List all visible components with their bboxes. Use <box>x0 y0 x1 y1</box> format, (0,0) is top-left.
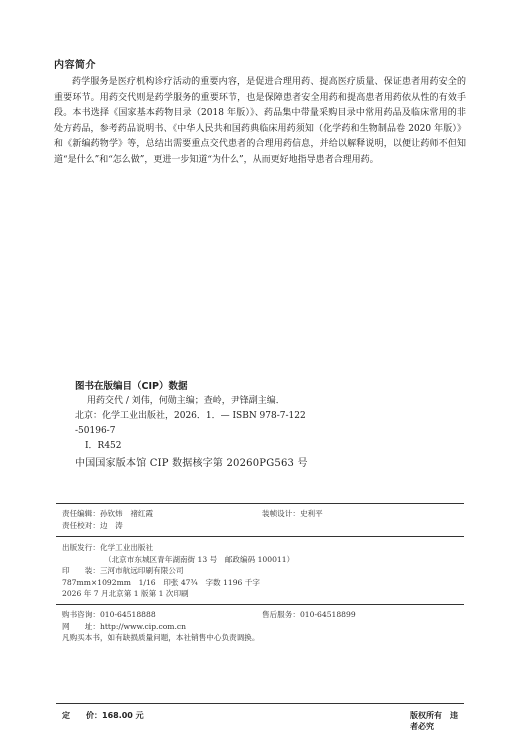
cip-line-isbn-tail: -50196-7 <box>75 426 116 436</box>
divider <box>56 503 464 504</box>
cip-block <box>75 378 445 471</box>
divider <box>56 703 464 704</box>
cip-line-classification: Ⅰ．R452 <box>85 441 122 451</box>
publisher-print-line <box>62 565 462 577</box>
web-label: 网 址： <box>62 621 100 631</box>
publisher-issue-line <box>62 542 462 554</box>
print-label: 印 装： <box>62 566 100 575</box>
publisher-section <box>62 542 462 600</box>
editors-row-2 <box>62 520 462 532</box>
contact-notice: 凡购买本书，如有缺损质量问题，本社销售中心负责调换。 <box>62 633 260 642</box>
design-value: 史利平 <box>299 509 323 518</box>
issue-label: 出版发行： <box>62 543 100 552</box>
cip-line-title: 用药交代 / 刘伟，何勋主编；查岭，尹锋副主编． <box>87 396 285 406</box>
divider <box>56 604 464 605</box>
rights-notice: 版权所有 违者必究 <box>410 711 458 731</box>
proofreader-value: 边 涛 <box>99 520 123 530</box>
editors-section <box>62 508 462 531</box>
service-label: 售后服务： <box>262 610 300 619</box>
price-label: 定 价： <box>62 711 102 720</box>
responsible-editor-value: 孙钦炜 褚红霞 <box>99 509 154 518</box>
editors-row-1 <box>62 508 462 520</box>
cip-line-record-number: 中国国家版本馆 CIP 数据核字第 20260PG563 号 <box>75 458 308 469</box>
publisher-edition: 2026 年 7 月北京第 1 版第 1 次印刷 <box>62 589 189 598</box>
publisher-format: 787mm×1092mm 1/16 印张 47¾ 字数 1196 千字 <box>62 577 260 587</box>
cip-line-publisher: 北京：化学工业出版社，2026．1．— ISBN 978-7-122 <box>75 411 306 421</box>
price-line <box>62 710 144 721</box>
web-url: http://www.cip.com.cn <box>99 621 187 631</box>
intro-title: 内容简介 <box>54 60 96 71</box>
cip-title: 图书在版编目（CIP）数据 <box>75 381 188 392</box>
price-value: 168.00 元 <box>102 711 144 720</box>
purchase-phone: 010-64518888 <box>99 610 156 619</box>
publisher-address: （北京市东城区青年湖南街 13 号 邮政编码 100011） <box>104 554 295 564</box>
divider <box>56 536 464 537</box>
print-value: 三河市航远印刷有限公司 <box>99 566 184 575</box>
intro-paragraph: 药学服务是医疗机构诊疗活动的重要内容，是促进合理用药、提高医疗质量、保证患者用药安全的重要环节。用药交代则是药学服务的重要环节，也是保障患者安全用药和提高患者用药依从性的有效手段。本书选择《国家基本药物目录（2018 年版）》、药品集中带量采购目录中常用药品及临床常用的非处方药品，参考药品说明书、《中华人民共和国药典临床用药须知（化学药和生物制品卷 2020 年版）》和《新编药物学》等，总结出需要重点交代患者的合理用药信息，并给以解释说明，以便让药师不但知道“是什么”和“怎么做”，更进一步知道“为什么”，从而更好地指导患者合理用药。 <box>54 77 466 165</box>
design-label: 装帧设计： <box>262 509 300 518</box>
service-phone: 010-64518899 <box>299 610 356 619</box>
contact-row-phones <box>62 609 462 621</box>
proofreader-label: 责任校对： <box>62 520 100 530</box>
contact-web-line <box>62 621 462 633</box>
contact-section <box>62 609 462 644</box>
responsible-editor-label: 责任编辑： <box>62 509 100 518</box>
purchase-label: 购书咨询： <box>62 610 100 619</box>
content-intro <box>54 56 466 168</box>
issue-value: 化学工业出版社 <box>99 543 154 552</box>
